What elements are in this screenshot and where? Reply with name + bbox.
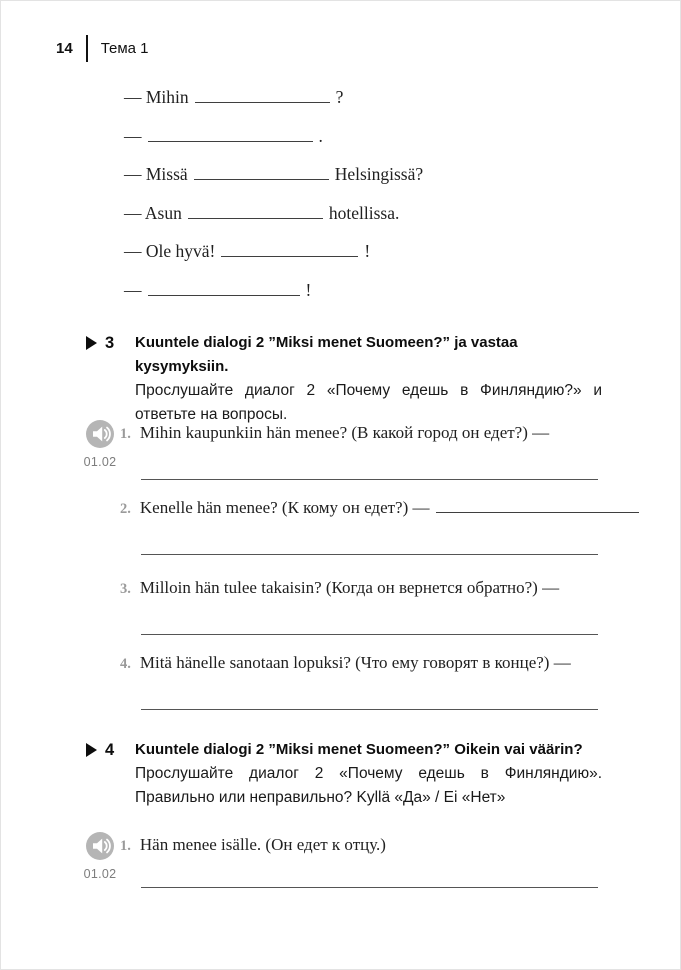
question-text: Milloin hän tulee takaisin? (Когда он вернется обратно?) —: [139, 578, 560, 597]
exercise-title-russian: Прослушайте диалог 2 «Почему едешь в Финляндию?» и ответьте на вопросы.: [135, 382, 602, 423]
question-row: [120, 833, 602, 858]
dialog-line-pre: —: [124, 125, 142, 146]
answer-line: [141, 634, 598, 635]
question-row: [120, 496, 602, 521]
fill-in-blank: [221, 240, 358, 258]
play-triangle-icon: [86, 743, 97, 757]
dialog-line-pre: —: [124, 279, 142, 300]
chapter-title: Тема 1: [100, 40, 149, 57]
fill-in-blank: [188, 201, 323, 219]
exercise-number: 3: [105, 334, 115, 352]
exercise-titles: [135, 331, 602, 427]
dialog-line-post: .: [318, 125, 323, 146]
fill-in-blank: [148, 278, 300, 296]
question-text: Mitä hänelle sanotaan lopuksi? (Что ему говорят в конце?) —: [139, 653, 571, 672]
question-number: 4.: [120, 656, 131, 672]
dialog-line: [124, 278, 423, 317]
dialog-line: [124, 239, 423, 278]
speaker-icon: [85, 419, 115, 449]
exercise-4-heading: [86, 738, 602, 810]
question-number: 3.: [120, 581, 131, 597]
audio-track-badge: [80, 831, 120, 881]
dialog-line-post: hotellissa.: [328, 202, 400, 223]
dialog-line-pre: — Missä: [124, 164, 188, 185]
exercise-number: 4: [105, 741, 115, 759]
fill-in-blank: [194, 163, 329, 181]
header-divider: [86, 35, 88, 62]
audio-track-number: 01.02: [83, 455, 117, 469]
answer-line: [141, 479, 598, 480]
question-text: Hän menee isälle. (Он едет к отцу.): [139, 835, 386, 854]
question-row: [120, 651, 602, 676]
question-number: 2.: [120, 501, 131, 518]
page-number: 14: [56, 40, 73, 57]
dialog-line-post: !: [364, 241, 371, 262]
question-row: [120, 421, 602, 446]
exercise-titles: [135, 738, 602, 810]
dialog-line: [124, 124, 423, 163]
answer-line: [141, 887, 598, 888]
audio-track-number: 01.02: [83, 867, 117, 881]
answer-line: [141, 554, 598, 555]
question-text: Kenelle hän menee? (К кому он едет?) —: [139, 498, 430, 518]
dialog-line-post: ?: [335, 87, 344, 107]
fill-in-blank: [148, 124, 313, 142]
exercise-3-heading: [86, 331, 602, 427]
fill-in-blank: [195, 85, 330, 103]
exercise-title-finnish: Kuuntele dialogi 2 ”Miksi menet Suomeen?” Oikein vai väärin?: [135, 741, 583, 758]
exercise-title-finnish: Kuuntele dialogi 2 ”Miksi menet Suomeen?” ja vastaa kysymyksiin.: [135, 334, 518, 375]
dialog-line: [124, 162, 423, 201]
audio-track-badge: [80, 419, 120, 469]
question-number: 1.: [120, 838, 131, 854]
answer-line: [141, 709, 598, 710]
dialog-line-post: Helsingissä?: [334, 164, 424, 185]
question-number: 1.: [120, 426, 131, 442]
question-row: [120, 576, 602, 601]
dialog-line: [124, 201, 423, 240]
dialog-line-pre: — Ole hyvä!: [124, 241, 216, 262]
dialog-line-post: !: [305, 279, 312, 300]
dialog-line-pre: — Asun: [124, 202, 182, 223]
fill-in-blank: [436, 496, 639, 513]
exercise-title-russian: Прослушайте диалог 2 «Почему едешь в Финляндию». Правильно или неправильно? Kyllä «Да» / Ei «Нет»: [135, 765, 602, 806]
question-text: Mihin kaupunkiin hän menee? (В какой город он едет?) —: [139, 423, 550, 442]
dialog-exercise: [124, 85, 423, 317]
speaker-icon: [85, 831, 115, 861]
dialog-line: [124, 85, 423, 124]
dialog-line-pre: — Mihin: [124, 87, 189, 107]
page-header: [56, 35, 149, 62]
play-triangle-icon: [86, 336, 97, 350]
